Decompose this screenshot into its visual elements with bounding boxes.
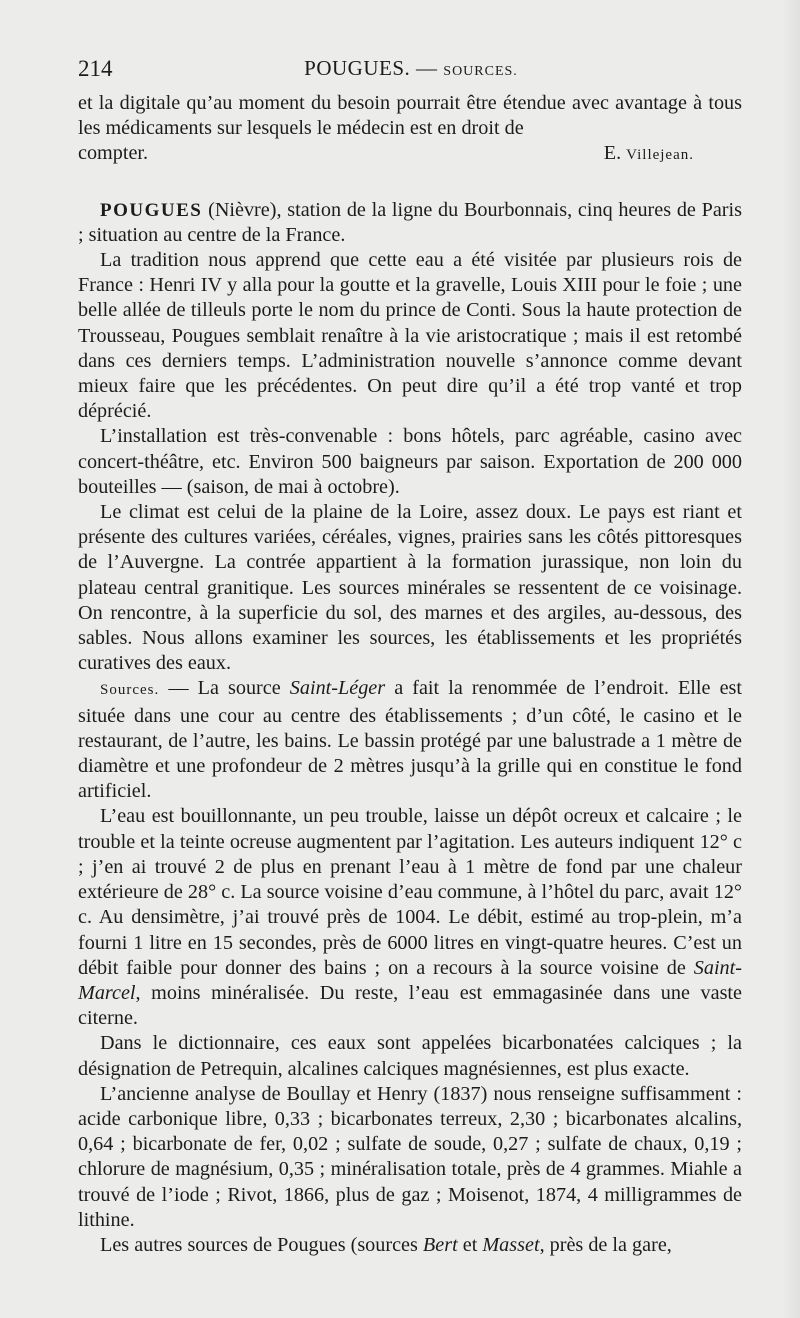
station-title: POUGUES [100, 199, 203, 221]
page-body [78, 91, 742, 1258]
autres-conjunction: et [457, 1233, 483, 1256]
paragraph-dictionnaire: Dans le dictionnaire, ces eaux sont appelées bicarbonatées calciques ; la désignation de Petrequin, alcalines calciques magnésiennes, est plus exacte. [78, 1032, 742, 1080]
intro-signature-line [78, 141, 742, 168]
paragraph-analyse: L’ancienne analyse de Boullay et Henry (1837) nous renseigne suffisamment : acide carbonique libre, 0,33 ; bicarbonates terreux, 2,30 ; bicarbonates alcalins, 0,64 ; bicarbonate de fer, 0,02 ; sulfate de soude, 0,27 ; sulfate de chaux, 0,19 ; chlorure de magnésium, 0,35 ; minéralisation totale, près de 4 grammes. Miahle a trouvé de l’iode ; Rivot, 1866, plus de gaz ; Moisenot, 1874, 4 milligrammes de lithine. [78, 1082, 742, 1231]
sources-text-b: a fait la renommée de l’endroit. Elle est située dans une cour au centre des établissements ; d’un côté, le casino et le restaurant, de l’autre, les bains. Le bassin protégé par une balustrade a 1 mètre de diamètre et une profondeur de 2 mètres jusqu’à la grille qui en constitue le fond artificiel. [78, 677, 742, 803]
paragraph-tradition: La tradition nous apprend que cette eau a été visitée par plusieurs rois de France : Henri IV y alla pour la goutte et la gravelle, Louis XIII pour le foie ; une belle allée de tilleuls porte le nom du prince de Conti. Sous la haute protection de Trousseau, Pougues semblait renaître à la vie aristocratique ; mais il est retombé dans ces derniers temps. L’administration nouvelle s’annonce comme devant mieux faire que les précédentes. On peut dire qu’il a été trop vanté et trop déprécié. [78, 249, 742, 423]
sources-heading: Sources. [100, 682, 160, 699]
signature-initial: E. [603, 142, 627, 165]
intro-paragraph [78, 91, 742, 141]
autres-text-a: Les autres sources de Pougues (sources [100, 1233, 423, 1256]
scan-edge-shadow [782, 0, 800, 1318]
source-bert: Bert [422, 1233, 458, 1256]
paragraph-climat: Le climat est celui de la plaine de la Loire, assez doux. Le pays est riant et présente des cultures variées, céréales, vignes, prairies sans les côtés pittoresques de l’Auvergne. La contrée appartient à la formation jurassique, non loin du plateau central granitique. Les sources minérales se ressentent de ce voisinage. On rencontre, à la superficie du sol, des marnes et des argiles, au-dessous, des sables. Nous allons examiner les sources, les établissements et les propriétés curatives des eaux. [78, 501, 742, 675]
paragraph-installation: L’installation est très-convenable : bons hôtels, parc agréable, casino avec concert-théâtre, etc. Environ 500 baigneurs par saison. Exportation de 200 000 bouteilles — (saison, de mai à octobre). [78, 425, 742, 498]
signature [604, 141, 742, 168]
sources-text-a: — La source [159, 677, 290, 700]
intro-text: et la digitale qu’au moment du besoin pourrait être étendue avec avantage à tous les médicaments sur lesquels le médecin est en droit de [78, 92, 742, 140]
page-number: 214 [78, 56, 113, 81]
source-saint-leger: Saint-Léger [289, 677, 386, 700]
station-paragraph [78, 198, 742, 248]
paragraph-autres-sources [78, 1233, 742, 1258]
source-saint-marcel: Saint-Marcel [78, 956, 742, 1004]
section-gap [78, 169, 742, 198]
eau-text-b: , moins minéralisée. Du reste, l’eau est emmagasinée dans une vaste citerne. [78, 981, 742, 1030]
signature-name: Villejean. [626, 147, 694, 164]
eau-text-a: L’eau est bouillonnante, un peu trouble, laisse un dépôt ocreux et calcaire ; le trouble et la teinte ocreuse augmentent par l’agitation. Les auteurs indiquent 12° c ; j’en ai trouvé 2 de plus en prenant l’eau à 1 mètre de fond par une chaleur extérieure de 28° c. La source voisine d’eau commune, à l’hôtel du parc, avait 12° c. Au densimètre, j’ai trouvé près de 1004. Le débit, estimé au trop-plein, m’a fourni 1 litre en 15 secondes, près de 6000 litres en vingt-quatre heures. C’est un débit faible pour donner des bains ; on a recours à la source voisine de [78, 805, 742, 979]
paragraph-sources [78, 676, 742, 804]
running-head-section: SOURCES. [443, 64, 518, 79]
source-masset: Masset [482, 1233, 540, 1256]
running-head [78, 56, 744, 81]
paragraph-eau [78, 804, 742, 1031]
intro-last-word: compter. [78, 142, 149, 165]
page-header [78, 56, 744, 86]
station-lead: (Nièvre), station de la ligne du Bourbonnais, cinq heures de Paris ; situation au centre de la France. [78, 198, 742, 246]
running-head-title: POUGUES. — [304, 56, 438, 80]
autres-text-b: , près de la gare, [539, 1233, 672, 1256]
